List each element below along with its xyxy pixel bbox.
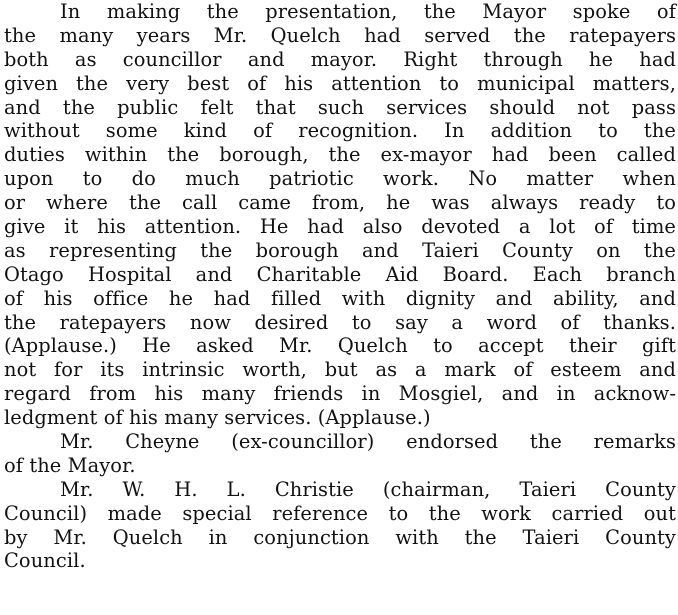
text-line: ledgment of his many services. (Applause.) xyxy=(4,406,431,430)
paragraph-presentation xyxy=(4,0,676,430)
text-line: given the very best of his attention to municipal matters, xyxy=(4,71,676,95)
text-line: Otago Hospital and Charitable Aid Board. Each branch xyxy=(4,262,676,286)
text-line: Council) made special reference to the work carried out xyxy=(4,501,676,525)
text-line: without some kind of recognition. In addition to the xyxy=(4,119,676,143)
text-line: the ratepayers now desired to say a word of thanks. xyxy=(4,310,676,334)
text-line: In making the presentation, the Mayor spoke of xyxy=(60,0,676,23)
text-line: the many years Mr. Quelch had served the ratepayers xyxy=(4,23,676,47)
text-line: Mr. Cheyne (ex-councillor) endorsed the remarks xyxy=(60,430,676,454)
text-line: of his office he had filled with dignity and ability, and xyxy=(4,286,676,310)
text-line: Council. xyxy=(4,549,86,573)
text-line: not for its intrinsic worth, but as a mark of esteem and xyxy=(4,358,676,382)
text-line: regard from his many friends in Mosgiel, and in acknow- xyxy=(4,382,676,406)
text-line: and the public felt that such services should not pass xyxy=(4,95,676,119)
text-line: of the Mayor. xyxy=(4,453,136,477)
text-line: (Applause.) He asked Mr. Quelch to accept their gift xyxy=(4,334,676,358)
text-line: both as councillor and mayor. Right through he had xyxy=(4,47,676,71)
text-line: or where the call came from, he was always ready to xyxy=(4,191,676,215)
text-line: as representing the borough and Taieri County on the xyxy=(4,238,676,262)
text-line: upon to do much patriotic work. No matter when xyxy=(4,167,676,191)
text-line: Mr. W. H. L. Christie (chairman, Taieri County xyxy=(60,477,676,501)
text-line: give it his attention. He had also devoted a lot of time xyxy=(4,215,676,239)
text-line: by Mr. Quelch in conjunction with the Taieri County xyxy=(4,525,676,549)
paragraph-christie xyxy=(4,478,676,574)
paragraph-cheyne xyxy=(4,430,676,478)
text-line: duties within the borough, the ex-mayor had been called xyxy=(4,143,676,167)
article-column xyxy=(4,0,676,573)
